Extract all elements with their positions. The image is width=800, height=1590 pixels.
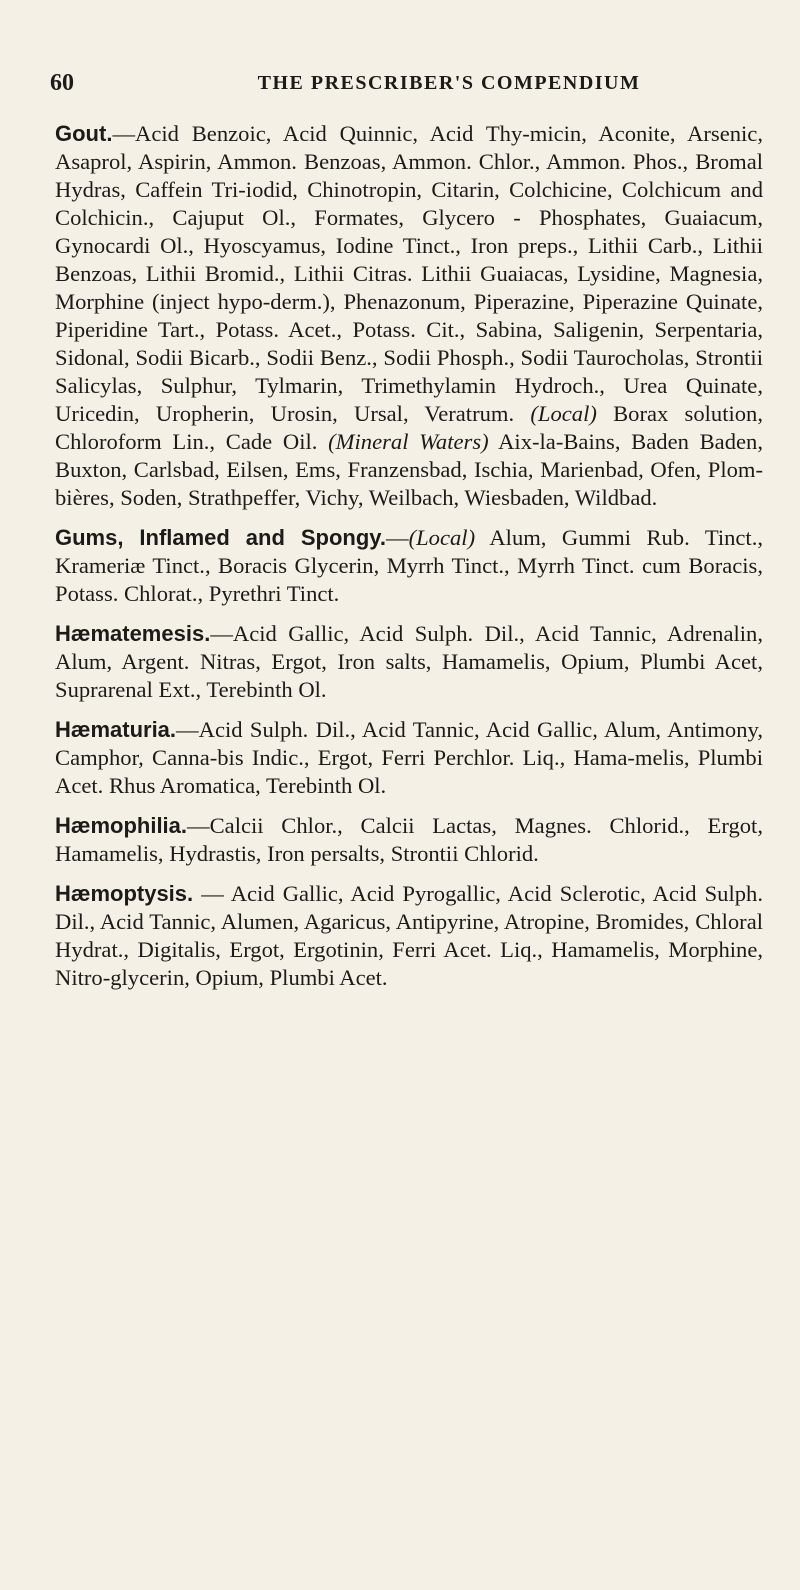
entry-text: Aix-la-Bains, Baden Baden, Buxton, Carlsbad, Eilsen, Ems, Franzensbad, Ischia, Marienbad, Ofen, Plom-bières, Soden, Strathpeffer, Vichy, Weilbach, Wiesbaden, Wildbad. (55, 429, 763, 510)
entry-dash: — (386, 525, 409, 550)
entry-haemoptysis (55, 880, 763, 992)
entry-term: Gout. (55, 121, 113, 146)
entry-haematuria (55, 716, 763, 800)
entry-gums (55, 524, 763, 608)
entry-term: Hæmaturia. (55, 717, 177, 742)
page-number: 60 (50, 70, 74, 96)
entry-haemophilia (55, 812, 763, 868)
entry-text: — Acid Gallic, Acid Pyrogallic, Acid Sclerotic, Acid Sulph. Dil., Acid Tannic, Alumen, Agaricus, Antipyrine, Atropine, Bromides, Chloral Hydrat., Digitalis, Ergot, Ergotinin, Ferri Acet. Liq., Hamamelis, Morphine, Nitro-glycerin, Opium, Plumbi Acet. (55, 881, 763, 990)
entry-term: Gums, Inflamed and Spongy. (55, 525, 386, 550)
entry-text: —Acid Sulph. Dil., Acid Tannic, Acid Gallic, Alum, Antimony, Camphor, Canna-bis Indic., Ergot, Ferri Perchlor. Liq., Hama-melis, Plumbi Acet. Rhus Aromatica, Terebinth Ol. (55, 717, 763, 798)
mineral-waters-label: (Mineral Waters) (328, 429, 489, 454)
entry-text: —Acid Gallic, Acid Sulph. Dil., Acid Tannic, Adrenalin, Alum, Argent. Nitras, Ergot, Iron salts, Hamamelis, Opium, Plumbi Acet, Suprarenal Ext., Terebinth Ol. (55, 621, 763, 702)
entry-term: Hæmoptysis. (55, 881, 194, 906)
entry-term: Hæmophilia. (55, 813, 188, 838)
entry-text: Borax solution, Chloroform Lin., Cade Oil. (55, 401, 764, 454)
entry-text: —Calcii Chlor., Calcii Lactas, Magnes. Chlorid., Ergot, Hamamelis, Hydrastis, Iron persalts, Strontii Chlorid. (55, 813, 763, 866)
running-title: THE PRESCRIBER'S COMPENDIUM (257, 72, 641, 94)
entry-gout (55, 120, 763, 512)
page-body (55, 120, 763, 1004)
entry-text: Alum, Gummi Rub. Tinct., Krameriæ Tinct., Boracis Glycerin, Myrrh Tinct., Myrrh Tinct. cum Boracis, Potass. Chlorat., Pyrethri Tinct. (55, 525, 764, 606)
entry-text: —Acid Benzoic, Acid Quinnic, Acid Thy-micin, Aconite, Arsenic, Asaprol, Aspirin, Ammon. Benzoas, Ammon. Chlor., Ammon. Phos., Bromal Hydras, Caffein Tri-iodid, Chinotropin, Citarin, Colchicine, Colchicum and Colchicin., Cajuput Ol., Formates, Glycero - Phosphates, Guaiacum, Gynocardi Ol., Hyoscyamus, Iodine Tinct., Iron preps., Lithii Carb., Lithii Benzoas, Lithii Bromid., Lithii Citras. Lithii Guaiacas, Lysidine, Magnesia, Morphine (inject hypo-derm.), Phenazonum, Piperazine, Piperazine Quinate, Piperidine Tart., Potass. Acet., Potass. Cit., Sabina, Saligenin, Serpentaria, Sidonal, Sodii Bicarb., Sodii Benz., Sodii Phosph., Sodii Taurocholas, Strontii Salicylas, Sulphur, Tylmarin, Trimethylamin Hydroch., Urea Quinate, Uricedin, Uropherin, Urosin, Ursal, Veratrum. (55, 121, 763, 426)
local-label: (Local) (530, 401, 597, 426)
entry-term: Hæmatemesis. (55, 621, 211, 646)
entry-haematemesis (55, 620, 763, 704)
page-header (50, 70, 758, 100)
local-label: (Local) (408, 525, 476, 550)
